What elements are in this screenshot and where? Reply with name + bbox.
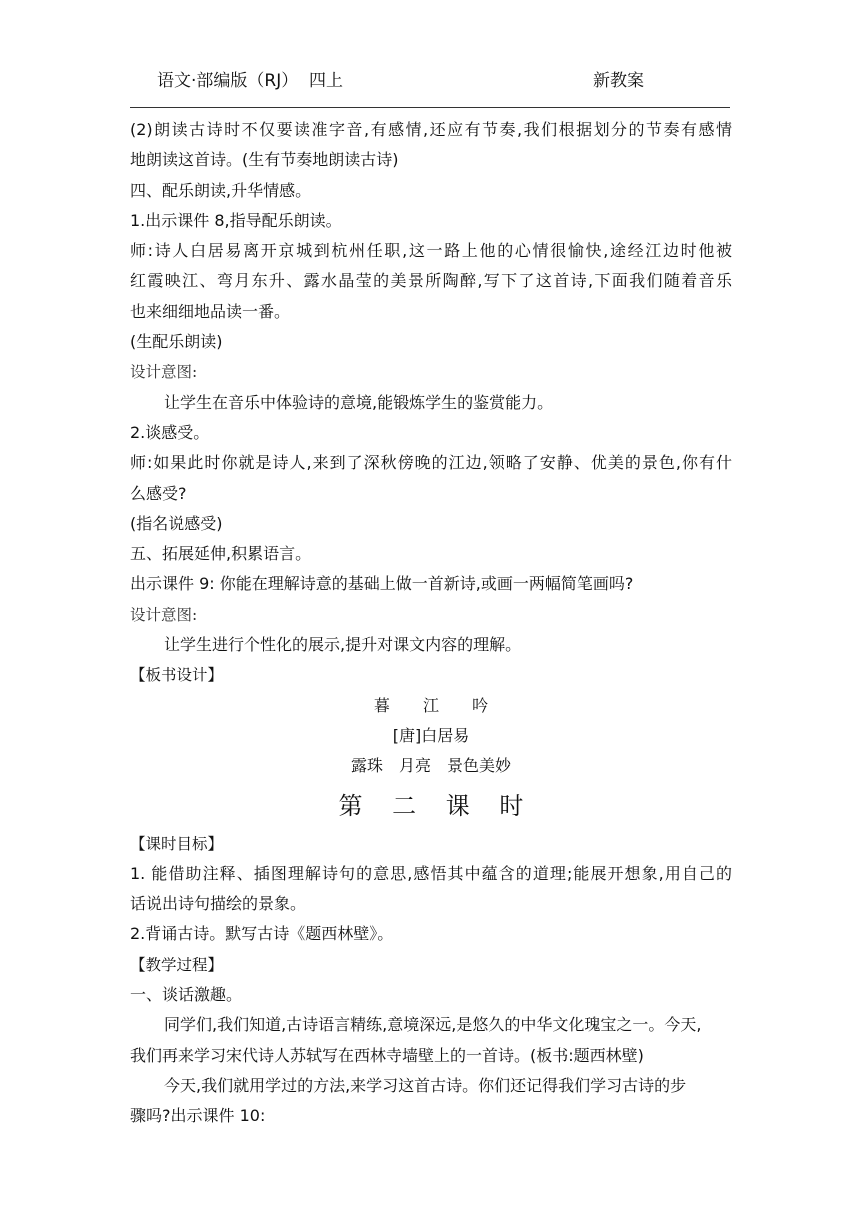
body-line: 地朗读这首诗。(生有节奏地朗读古诗) (130, 150, 399, 170)
design-intent-label: 设计意图: (130, 605, 198, 624)
body-line: (指名说感受) (130, 513, 223, 533)
section-heading: 四、配乐朗读,升华情感。 (130, 180, 312, 200)
section-heading: 五、拓展延伸,积累语言。 (130, 544, 312, 564)
body-line: 也来细细地品读一番。 (130, 301, 291, 321)
body-line: 骤吗?出示课件 10: (130, 1106, 266, 1126)
lesson-goals-heading: 【课时目标】 (130, 834, 224, 853)
body-line: 我们再来学习宋代诗人苏轼写在西林寺墙壁上的一首诗。(板书:题西林壁) (130, 1045, 644, 1065)
design-intent-text: 让学生进行个性化的展示,提升对课文内容的理解。 (164, 635, 522, 655)
body-line: 么感受? (130, 483, 187, 503)
design-intent-text: 让学生在音乐中体验诗的意境,能锻炼学生的鉴赏能力。 (164, 392, 554, 412)
lesson-title: 第 二 课 时 (338, 791, 535, 820)
poem-author: [唐]白居易 (392, 725, 470, 745)
header-divider (130, 107, 730, 108)
design-intent-label: 设计意图: (130, 363, 198, 382)
body-line: 红霞映江、弯月东升、露水晶莹的美景所陶醉,写下了这首诗,下面我们随着音乐 (130, 271, 732, 291)
blackboard-design-heading: 【板书设计】 (130, 666, 224, 685)
header-subject: 语文·部编版（RJ） 四上 (157, 71, 344, 91)
header-title: 新教案 (593, 71, 644, 91)
body-line: 1. 能借助注释、插图理解诗句的意思,感悟其中蕴含的道理;能展开想象,用自己的 (130, 863, 732, 883)
body-line: 话说出诗句描绘的景象。 (130, 894, 307, 914)
body-line: (2)朗读古诗时不仅要读准字音,有感情,还应有节奏,我们根据划分的节奏有感情 (130, 120, 732, 139)
body-line: 同学们,我们知道,古诗语言精练,意境深远,是悠久的中华文化瑰宝之一。今天, (164, 1015, 702, 1035)
body-line: 2.背诵古诗。默写古诗《题西林壁》。 (130, 924, 394, 944)
document-body (130, 115, 732, 1132)
section-heading: 一、谈话激趣。 (130, 985, 243, 1005)
body-line: 出示课件 9: 你能在理解诗意的基础上做一首新诗,或画一两幅简笔画吗? (130, 574, 634, 594)
body-line: (生配乐朗读) (130, 332, 223, 352)
poem-title: 暮 江 吟 (373, 695, 503, 715)
body-line: 师:诗人白居易离开京城到杭州任职,这一路上他的心情很愉快,途经江边时他被 (130, 241, 732, 261)
body-line: 2.谈感受。 (130, 422, 210, 442)
body-line: 师:如果此时你就是诗人,来到了深秋傍晚的江边,领略了安静、优美的景色,你有什 (130, 453, 732, 473)
teaching-process-heading: 【教学过程】 (130, 955, 224, 974)
blackboard-keywords: 露珠 月亮 景色美妙 (350, 756, 511, 776)
body-line: 今天,我们就用学过的方法,来学习这首古诗。你们还记得我们学习古诗的步 (164, 1075, 687, 1095)
body-line: 1.出示课件 8,指导配乐朗读。 (130, 210, 342, 230)
